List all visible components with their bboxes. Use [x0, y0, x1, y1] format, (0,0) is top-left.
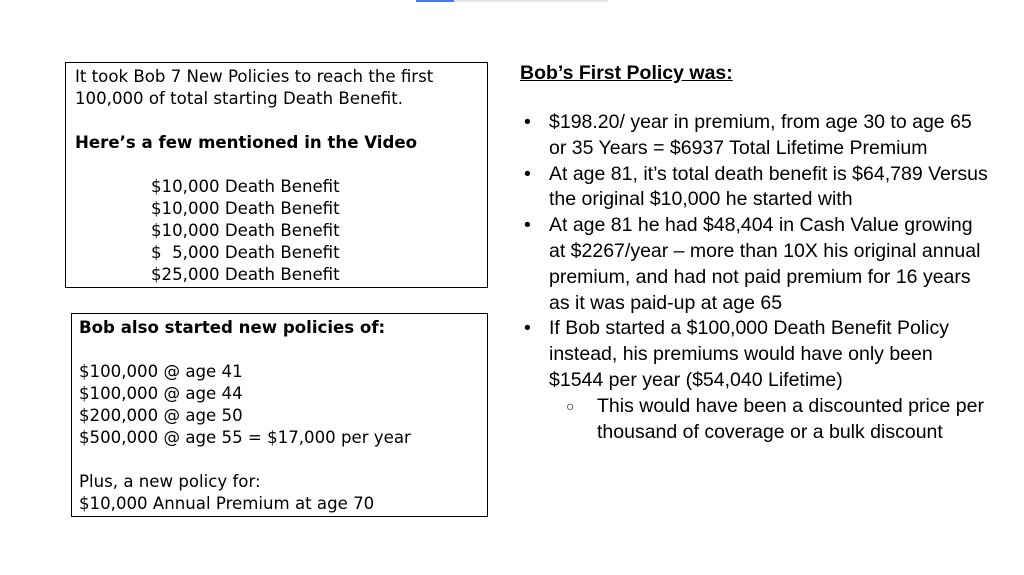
plus-policy-line-1: Plus, a new policy for: [79, 472, 261, 491]
death-benefit-item: $10,000 Death Benefit [151, 177, 340, 196]
intro-line-1: It took Bob 7 New Policies to reach the first [75, 67, 434, 86]
death-benefit-item: $25,000 Death Benefit [151, 265, 340, 284]
bullet-icon: • [524, 317, 531, 340]
new-policy-item: $200,000 @ age 50 [79, 406, 243, 425]
bullet-icon: • [524, 162, 531, 185]
first-policy-bullet-list [520, 110, 990, 445]
new-policy-item: $100,000 @ age 41 [79, 362, 243, 381]
bullet-icon: • [524, 111, 531, 133]
list-item [520, 110, 990, 162]
bullet-text: $198.20/ year in premium, from age 30 to age 65 or 35 Years = $6937 Total Lifetime Premium [549, 111, 972, 159]
new-policy-item: $100,000 @ age 44 [79, 384, 243, 403]
list-item [520, 162, 990, 214]
plus-policy-line-2: $10,000 Annual Premium at age 70 [79, 494, 375, 513]
hollow-bullet-icon: ○ [566, 397, 575, 414]
new-policies-box [71, 313, 488, 517]
video-heading: Here’s a few mentioned in the Video [75, 133, 418, 152]
bullet-text: At age 81 he had $48,404 in Cash Value growing at $2267/year – more than 10X his original annual premium, and had not paid premium for 16 years as it was paid-up at age 65 [549, 214, 981, 314]
active-tab-indicator [416, 0, 454, 2]
death-benefit-item: $10,000 Death Benefit [151, 199, 340, 218]
intro-line-2: 100,000 of total starting Death Benefit. [75, 89, 403, 108]
death-benefit-item: $10,000 Death Benefit [151, 221, 340, 240]
bullet-text: If Bob started a $100,000 Death Benefit Policy instead, his premiums would have only been $1544 per year ($54,040 Lifetime) [549, 317, 950, 391]
bullet-icon: • [524, 214, 531, 237]
new-policies-heading: Bob also started new policies of: [79, 318, 386, 337]
top-tab-indicator [416, 0, 608, 2]
list-item [520, 213, 990, 316]
policies-mentioned-box [65, 62, 488, 288]
first-policy-title: Bob’s First Policy was: [520, 62, 733, 84]
list-item [520, 316, 990, 393]
sub-list-item [520, 394, 990, 446]
sub-bullet-text: This would have been a discounted price per thousand of coverage or a bulk discount [597, 394, 984, 443]
new-policy-item: $500,000 @ age 55 = $17,000 per year [79, 428, 411, 447]
death-benefit-item: $ 5,000 Death Benefit [151, 243, 340, 262]
first-policy-section [520, 60, 990, 445]
bullet-text: At age 81, it’s total death benefit is $64,789 Versus the original $10,000 he started with [549, 162, 988, 211]
